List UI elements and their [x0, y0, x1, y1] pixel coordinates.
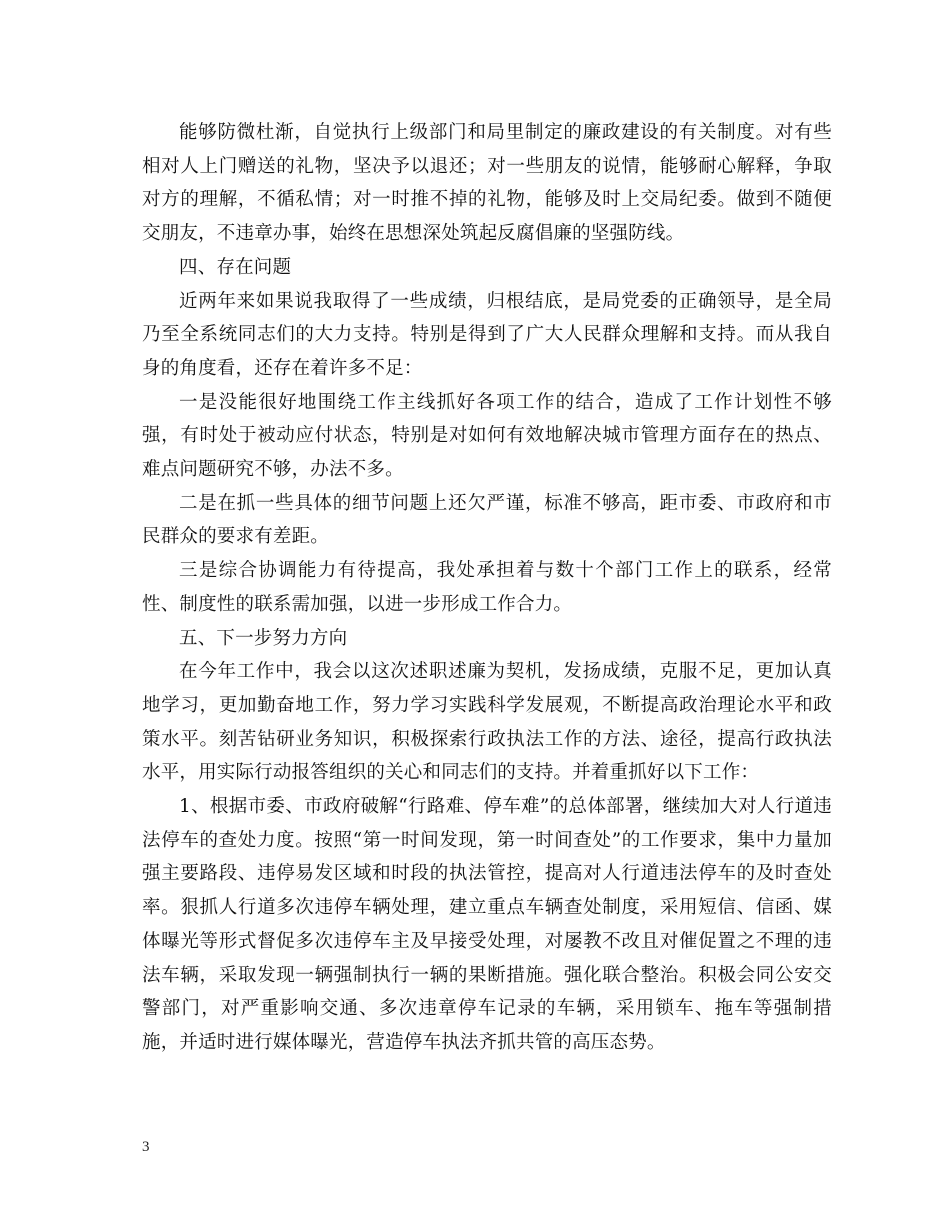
- page-number: 3: [142, 1139, 150, 1155]
- paragraph-integrity-conduct: 能够防微杜渐，自觉执行上级部门和局里制定的廉政建设的有关制度。对有些相对人上门赠送的礼物，坚决予以退还；对一些朋友的说情，能够耐心解释，争取对方的理解，不循私情；对一时推不掉的礼物，能够及时上交局纪委。做到不随便交朋友，不违章办事，始终在思想深处筑起反腐倡廉的坚强防线。: [142, 122, 832, 245]
- paragraph-problem-two: 二是在抓一些具体的细节问题上还欠严谨，标准不够高，距市委、市政府和市民群众的要求有差距。: [142, 492, 832, 548]
- paragraph-work-item-one: 1、根据市委、市政府破解“行路难、停车难”的总体部署，继续加大对人行道违法停车的查处力度。按照“第一时间发现，第一时间查处”的工作要求，集中力量加强主要路段、违停易发区域和时段的执法管控，提高对人行道违法停车的及时查处率。狠抓人行道多次违停车辆处理，建立重点车辆查处制度，采用短信、信函、媒体曝光等形式督促多次违停车主及早接受处理，对屡教不改且对催促置之不理的违法车辆，采取发现一辆强制执行一辆的果断措施。强化联合整治。积极会同公安交警部门，对严重影响交通、多次违章停车记录的车辆，采用锁车、拖车等强制措施，并适时进行媒体曝光，营造停车执法齐抓共管的高压态势。: [142, 796, 832, 1053]
- document-body: [142, 116, 832, 1060]
- paragraph-achievements-and-shortcomings: 近两年来如果说我取得了一些成绩，归根结底，是局党委的正确领导，是全局乃至全系统同志们的大力支持。特别是得到了广大人民群众理解和支持。而从我自身的角度看，还存在着许多不足：: [142, 290, 832, 379]
- paragraph-problem-three: 三是综合协调能力有待提高，我处承担着与数十个部门工作上的联系，经常性、制度性的联系需加强，以进一步形成工作合力。: [142, 560, 832, 615]
- paragraph-work-plan-intro: 在今年工作中，我会以这次述职述廉为契机，发扬成绩，克服不足，更加认真地学习，更加勤奋地工作，努力学习实践科学发展观，不断提高政治理论水平和政策水平。刻苦钻研业务知识，积极探索行政执法工作的方法、途径，提高行政执法水平，用实际行动报答组织的关心和同志们的支持。并着重抓好以下工作：: [142, 661, 832, 784]
- section-heading-existing-problems: 四、存在问题: [179, 256, 292, 278]
- section-heading-next-steps: 五、下一步努力方向: [179, 627, 348, 649]
- paragraph-problem-one: 一是没能很好地围绕工作主线抓好各项工作的结合，造成了工作计划性不够强，有时处于被动应付状态，特别是对如何有效地解决城市管理方面存在的热点、难点问题研究不够，办法不多。: [142, 391, 832, 481]
